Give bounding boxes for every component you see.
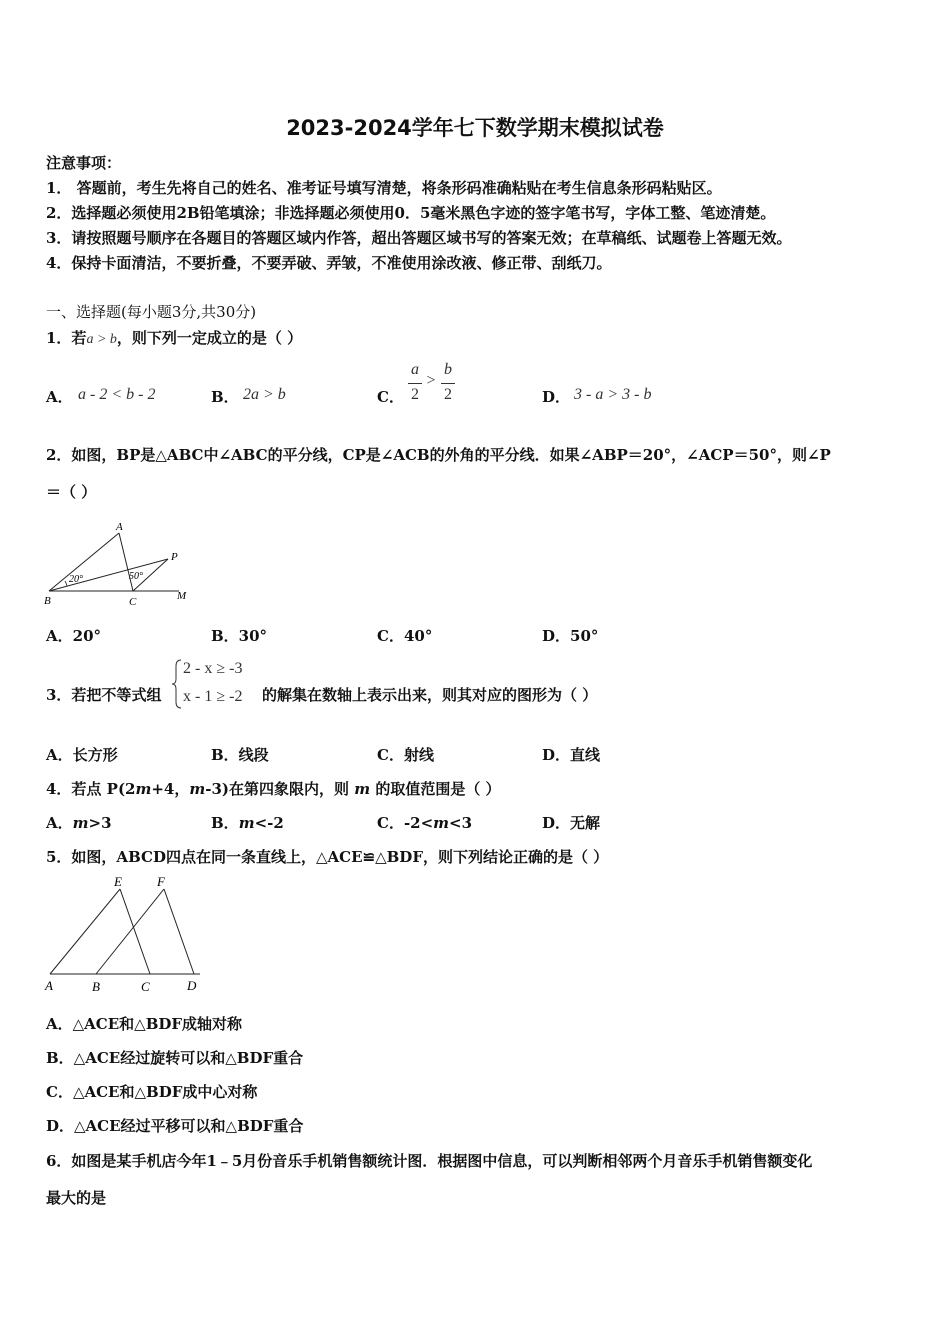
- q6-stem-line2: 最大的是: [46, 1189, 107, 1207]
- label-c: C: [141, 979, 150, 994]
- notice-item-4: 4．保持卡面清洁，不要折叠，不要弄破、弄皱，不准使用涂改液、修正带、刮纸刀。: [46, 254, 612, 272]
- q1-opt-a: a - 2 < b - 2: [78, 386, 156, 403]
- angle-arc: [65, 581, 67, 586]
- q4-opt-a: A．m>3: [46, 814, 112, 832]
- q2-figure: [40, 518, 200, 613]
- q3-suffix: 的解集在数轴上表示出来，则其对应的图形为（ ）: [262, 686, 598, 704]
- notice-item-2: 2．选择题必须使用2B铅笔填涂；非选择题必须使用0．5毫米黑色字迹的签字笔书写，字体工整、笔迹清楚。: [46, 204, 776, 222]
- q5-opt-a: A．△ACE和△BDF成轴对称: [46, 1015, 243, 1033]
- q1-c-den2: 2: [444, 386, 452, 403]
- q4-opt-c: C．-2<m<3: [377, 814, 473, 832]
- q4-opt-b: B．m<-2: [211, 814, 284, 832]
- label-f: F: [157, 874, 165, 889]
- line-fd: [164, 889, 194, 974]
- q1-c-num1: a: [411, 361, 419, 378]
- fraction-bar: [408, 383, 422, 384]
- q5-opt-b: B．△ACE经过旋转可以和△BDF重合: [46, 1049, 304, 1067]
- label-c: C: [129, 596, 137, 608]
- line-ba: [49, 533, 119, 591]
- line-ae: [50, 889, 120, 974]
- q1-opt-d: 3 - a > 3 - b: [574, 386, 652, 403]
- angle-label-abp: 20°: [69, 574, 83, 585]
- q2-opt-a: A．20°: [46, 627, 102, 645]
- q2-stem-line2: ＝（ ）: [46, 483, 97, 501]
- q1-stem: 1．若a > b，则下列一定成立的是（ ）: [46, 329, 303, 347]
- q1-c-op: >: [426, 372, 436, 389]
- q1-opt-b-label: B．: [211, 388, 239, 406]
- label-a: A: [116, 521, 123, 533]
- q3-opt-b: B．线段: [211, 746, 269, 764]
- q6-stem-line1: 6．如图是某手机店今年1﹣5月份音乐手机销售额统计图．根据图中信息，可以判断相邻两个月音乐手机销售额变化: [46, 1152, 813, 1170]
- q3-inequality-2: x - 1 ≥ -2: [183, 688, 243, 705]
- q1-opt-b: 2a > b: [243, 386, 286, 403]
- q1-condition: a > b: [86, 332, 117, 347]
- notice-item-1: 1． 答题前，考生先将自己的姓名、准考证号填写清楚，将条形码准确粘贴在考生信息条形码粘贴区。: [46, 179, 722, 197]
- label-m: M: [177, 590, 187, 602]
- q3-prefix: 3．若把不等式组: [46, 686, 162, 704]
- q1-opt-c-label: C．: [377, 388, 404, 406]
- line-ec: [120, 889, 150, 974]
- q4-stem: 4．若点 P(2m+4，m-3)在第四象限内，则 m 的取值范围是（ ）: [46, 780, 501, 798]
- q2-opt-d: D．50°: [542, 627, 599, 645]
- q3-opt-a: A．长方形: [46, 746, 118, 764]
- notice-heading: 注意事项：: [46, 154, 122, 172]
- q2-opt-c: C．40°: [377, 627, 433, 645]
- q4-opt-d: D．无解: [542, 814, 601, 832]
- q2-opt-b: B．30°: [211, 627, 268, 645]
- line-bf: [96, 889, 164, 974]
- q5-stem: 5．如图，ABCD四点在同一条直线上，△ACE≌△BDF，则下列结论正确的是（ ）: [46, 848, 609, 866]
- label-p: P: [171, 551, 178, 563]
- q1-opt-d-label: D．: [542, 388, 571, 406]
- q2-stem-line1: 2．如图，BP是△ABC中∠ABC的平分线，CP是∠ACB的外角的平分线．如果∠ABP＝20°，∠ACP＝50°，则∠P: [46, 446, 831, 464]
- brace-icon: [171, 658, 183, 710]
- line-ac: [119, 533, 133, 591]
- page-title: 2023-2024学年七下数学期末模拟试卷: [286, 116, 664, 140]
- q3-inequality-1: 2 - x ≥ -3: [183, 660, 243, 677]
- section-heading: 一、选择题(每小题3分,共30分): [46, 303, 257, 321]
- label-e: E: [114, 874, 122, 889]
- angle-label-acp: 50°: [129, 571, 143, 582]
- q5-figure: [40, 872, 215, 997]
- q5-opt-d: D．△ACE经过平移可以和△BDF重合: [46, 1117, 304, 1135]
- q5-opt-c: C．△ACE和△BDF成中心对称: [46, 1083, 258, 1101]
- label-d: D: [187, 978, 197, 993]
- label-a: A: [45, 978, 53, 993]
- label-b: B: [92, 979, 100, 994]
- q1-opt-a-label: A．: [46, 388, 73, 406]
- q1-c-num2: b: [444, 361, 452, 378]
- q3-opt-c: C．射线: [377, 746, 434, 764]
- label-b: B: [44, 595, 51, 607]
- q1-c-den1: 2: [411, 386, 419, 403]
- q3-opt-d: D．直线: [542, 746, 601, 764]
- notice-item-3: 3．请按照题号顺序在各题目的答题区域内作答，超出答题区域书写的答案无效；在草稿纸、试题卷上答题无效。: [46, 229, 792, 247]
- fraction-bar: [441, 383, 455, 384]
